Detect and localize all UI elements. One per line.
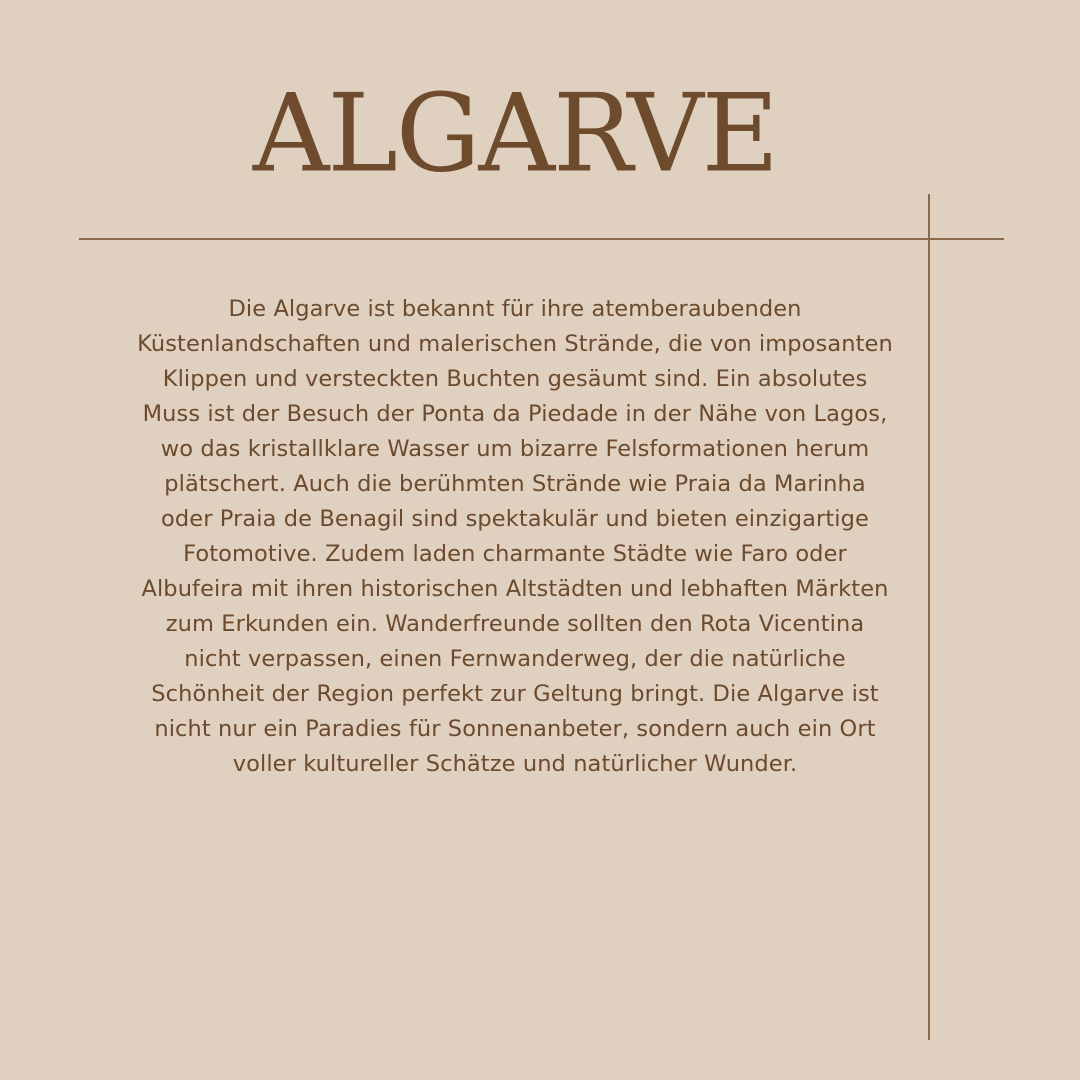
horizontal-divider	[79, 238, 1004, 240]
vertical-divider	[928, 194, 930, 1040]
page-title: ALGARVE	[252, 70, 778, 197]
description-paragraph: Die Algarve ist bekannt für ihre atemberaubenden Küstenlandschaften und malerischen Strände, die von imposanten Klippen und versteckten Buchten gesäumt sind. Ein absolutes Muss ist der Besuch der Ponta da Piedade in der Nähe von Lagos, wo das kristallklare Wasser um bizarre Felsformationen herum plätschert. Auch die berühmten Strände wie Praia da Marinha oder Praia de Benagil sind spektakulär und bieten einzigartige Fotomotive. Zudem laden charmante Städte wie Faro oder Albufeira mit ihren historischen Altstädten und lebhaften Märkten zum Erkunden ein. Wanderfreunde sollten den Rota Vicentina nicht verpassen, einen Fernwanderweg, der die natürliche Schönheit der Region perfekt zur Geltung bringt. Die Algarve ist nicht nur ein Paradies für Sonnenanbeter, sondern auch ein Ort voller kultureller Schätze und natürlicher Wunder.	[137, 296, 893, 777]
